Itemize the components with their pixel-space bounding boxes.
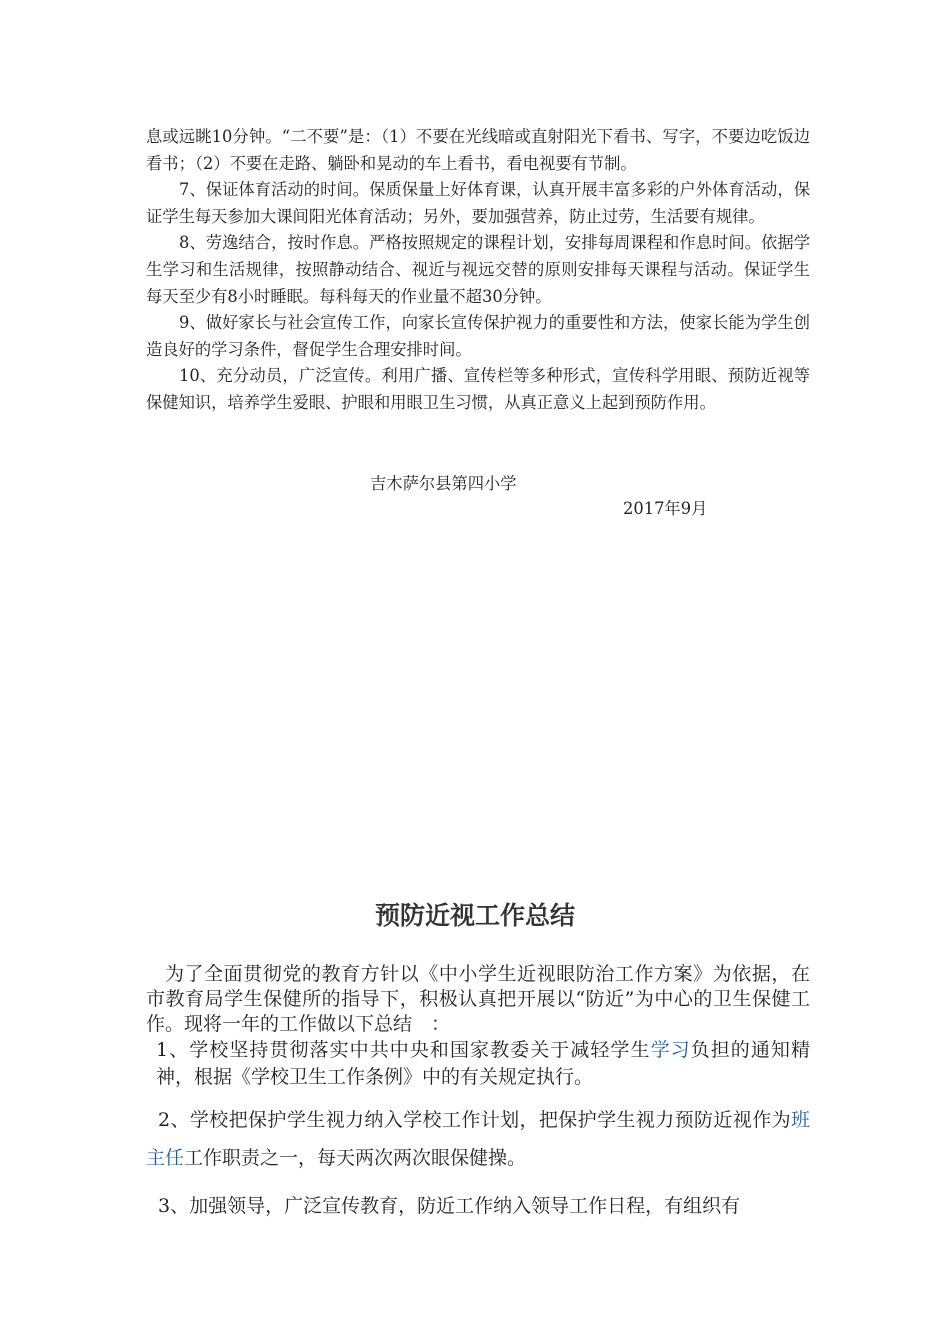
paragraph-item-7: 7、保证体育活动的时间。保质保量上好体育课，认真开展丰富多彩的户外体育活动，保证学生每天参加大课间阳光体育活动；另外，要加强营养，防止过劳，生活要有规律。: [146, 180, 810, 226]
summary-title: 预防近视工作总结: [374, 901, 575, 930]
study-link[interactable]: 学习: [650, 1039, 691, 1061]
paragraph-item-8: 8、劳逸结合，按时作息。严格按照规定的课程计划，安排每周课程和作息时间。依据学生学习和生活规律，按照静动结合、视近与视远交替的原则安排每天课程与活动。保证学生每天至少有8小时睡眠。每科每天的作业量不超30分钟。: [146, 233, 810, 306]
paragraph-item-9: 9、做好家长与社会宣传工作，向家长宣传保护视力的重要性和方法，使家长能为学生创造良好的学习条件，督促学生合理安排时间。: [146, 313, 810, 359]
measures-continuation: [146, 124, 810, 417]
summary-item-2-text-b: 工作职责之一，每天两次两次眼保健操。: [184, 1147, 527, 1169]
summary-item-2-text-a: 2、学校把保护学生视力纳入学校工作计划，把保护学生视力预防近视作为: [158, 1109, 791, 1131]
summary-intro: 为了全面贯彻党的教育方针以《中小学生近视眼防治工作方案》为依据，在市教育局学生保健所的指导下，积极认真把开展以“防近”为中心的卫生保健工作。现将一年的工作做以下总结 ：: [146, 963, 810, 1035]
signature-school: 吉木萨尔县第四小学: [370, 474, 517, 493]
summary-item-1: [146, 1037, 810, 1091]
summary-item-3: 3、加强领导，广泛宣传教育，防近工作纳入领导工作日程，有组织有: [158, 1195, 741, 1217]
signature-date: 2017年9月: [623, 499, 708, 518]
summary-body: [146, 962, 810, 1225]
summary-item-1-text-a: 1、学校坚持贯彻落实中共中央和国家教委关于减轻学生: [156, 1039, 651, 1061]
head-teacher-link[interactable]: 班主任: [146, 1109, 810, 1169]
summary-item-2: [146, 1101, 810, 1177]
paragraph-two-donts: 息或远眺10分钟。“二不要”是：（1）不要在光线暗或直射阳光下看书、写字，不要边吃饭边看书；（2）不要在走路、躺卧和晃动的车上看书，看电视要有节制。: [146, 127, 810, 173]
summary-item-1-text-b: 负担的通知精神，根据《学校卫生工作条例》中的有关规定执行。: [156, 1039, 810, 1088]
paragraph-item-10: 10、充分动员，广泛宣传。利用广播、宣传栏等多种形式，宣传科学用眼、预防近视等保健知识，培养学生爱眼、护眼和用眼卫生习惯，从真正意义上起到预防作用。: [146, 366, 810, 412]
